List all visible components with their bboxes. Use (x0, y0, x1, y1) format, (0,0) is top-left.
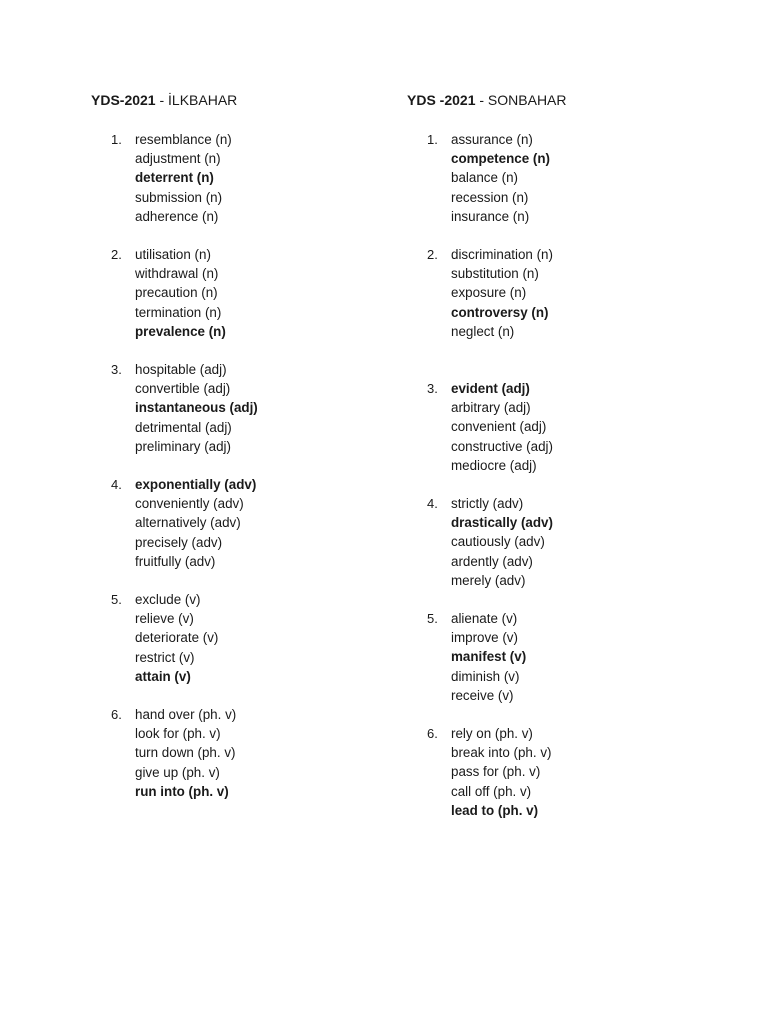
group-number: 1. (111, 132, 122, 147)
group-number: 6. (111, 707, 122, 723)
option-word: diminish (v) (451, 668, 520, 684)
word-group (407, 379, 727, 475)
word-group (91, 705, 411, 801)
group-spacer (407, 226, 727, 245)
option-word: balance (n) (451, 170, 518, 186)
option-word: call off (ph. v) (451, 783, 532, 799)
group-spacer (91, 571, 411, 590)
option-word: cautiously (adv) (451, 534, 545, 550)
option-word: ardently (adv) (451, 553, 533, 569)
option-word: hand over (ph. v) (135, 707, 237, 723)
option-word: rely on (ph. v) (451, 726, 533, 742)
answer-word: evident (adj) (451, 381, 530, 397)
option-word: precaution (n) (135, 285, 218, 301)
group-number: 1. (427, 132, 438, 147)
answer-word: instantaneous (adj) (135, 400, 258, 416)
option-word: preliminary (adj) (135, 438, 231, 454)
option-word: hospitable (adj) (135, 362, 227, 378)
word-group (407, 494, 727, 590)
answer-word: drastically (adv) (451, 515, 553, 531)
group-number: 3. (427, 381, 438, 397)
group-number: 2. (111, 247, 122, 263)
option-word: exposure (n) (451, 285, 527, 301)
option-word: adherence (n) (135, 208, 219, 224)
option-word: fruitfully (adv) (135, 553, 216, 569)
word-groups-list (91, 130, 411, 801)
option-word: mediocre (adj) (451, 457, 537, 473)
group-spacer (91, 686, 411, 705)
option-word: convenient (adj) (451, 419, 547, 435)
option-word: alternatively (adv) (135, 515, 241, 531)
option-word: precisely (adv) (135, 534, 223, 550)
option-word: look for (ph. v) (135, 726, 221, 742)
option-word: merely (adv) (451, 572, 526, 588)
option-word: arbitrary (adj) (451, 400, 531, 416)
option-word: relieve (v) (135, 611, 194, 627)
group-spacer (91, 341, 411, 360)
option-word: adjustment (n) (135, 151, 221, 167)
option-word: conveniently (adv) (135, 496, 244, 512)
option-word: assurance (n) (451, 132, 533, 147)
group-spacer (407, 590, 727, 609)
group-number: 4. (111, 477, 122, 493)
option-word: alienate (v) (451, 611, 518, 627)
option-word: break into (ph. v) (451, 745, 552, 761)
heading-season: - İLKBAHAR (155, 92, 238, 108)
heading-season: - SONBAHAR (475, 92, 567, 108)
word-group (91, 130, 411, 226)
heading-year: YDS-2021 (91, 92, 156, 108)
option-word: discrimination (n) (451, 247, 553, 263)
group-number: 4. (427, 496, 438, 512)
option-word: receive (v) (451, 687, 514, 703)
column-heading (91, 91, 411, 110)
answer-word: prevalence (n) (135, 323, 226, 339)
option-word: strictly (adv) (451, 496, 524, 512)
group-number: 6. (427, 726, 438, 742)
word-group (407, 724, 727, 820)
option-word: deteriorate (v) (135, 630, 219, 646)
answer-word: manifest (v) (451, 649, 527, 665)
option-word: pass for (ph. v) (451, 764, 541, 780)
option-word: utilisation (n) (135, 247, 211, 263)
option-word: restrict (v) (135, 649, 195, 665)
option-word: termination (n) (135, 304, 222, 320)
answer-word: controversy (n) (451, 304, 549, 320)
answer-word: lead to (ph. v) (451, 802, 539, 818)
option-word: neglect (n) (451, 323, 515, 339)
group-spacer (407, 705, 727, 724)
option-word: constructive (adj) (451, 438, 553, 454)
option-word: submission (n) (135, 189, 223, 205)
answer-word: exponentially (adv) (135, 477, 257, 493)
word-group (407, 245, 727, 341)
option-word: exclude (v) (135, 592, 201, 608)
word-group (91, 475, 411, 571)
option-word: turn down (ph. v) (135, 745, 236, 761)
group-number: 5. (111, 592, 122, 608)
answer-word: run into (ph. v) (135, 783, 229, 799)
option-word: resemblance (n) (135, 132, 232, 147)
group-spacer (407, 341, 727, 379)
group-number: 2. (427, 247, 438, 263)
option-word: substitution (n) (451, 266, 539, 282)
column-sonbahar (407, 91, 727, 820)
word-group (91, 245, 411, 341)
option-word: convertible (adj) (135, 381, 231, 397)
column-heading (407, 91, 727, 110)
word-groups-list (407, 130, 727, 820)
option-word: improve (v) (451, 630, 518, 646)
heading-year: YDS -2021 (407, 92, 476, 108)
answer-word: deterrent (n) (135, 170, 214, 186)
option-word: withdrawal (n) (135, 266, 219, 282)
answer-word: attain (v) (135, 668, 191, 684)
word-group (91, 360, 411, 456)
option-word: give up (ph. v) (135, 764, 220, 780)
word-group (407, 609, 727, 705)
group-spacer (407, 475, 727, 494)
answer-word: competence (n) (451, 151, 550, 167)
group-spacer (91, 456, 411, 475)
word-group (91, 590, 411, 686)
option-word: detrimental (adj) (135, 419, 232, 435)
group-number: 3. (111, 362, 122, 378)
group-spacer (91, 226, 411, 245)
option-word: recession (n) (451, 189, 529, 205)
option-word: insurance (n) (451, 208, 530, 224)
word-group (407, 130, 727, 226)
group-number: 5. (427, 611, 438, 627)
column-ilkbahar (91, 91, 411, 801)
